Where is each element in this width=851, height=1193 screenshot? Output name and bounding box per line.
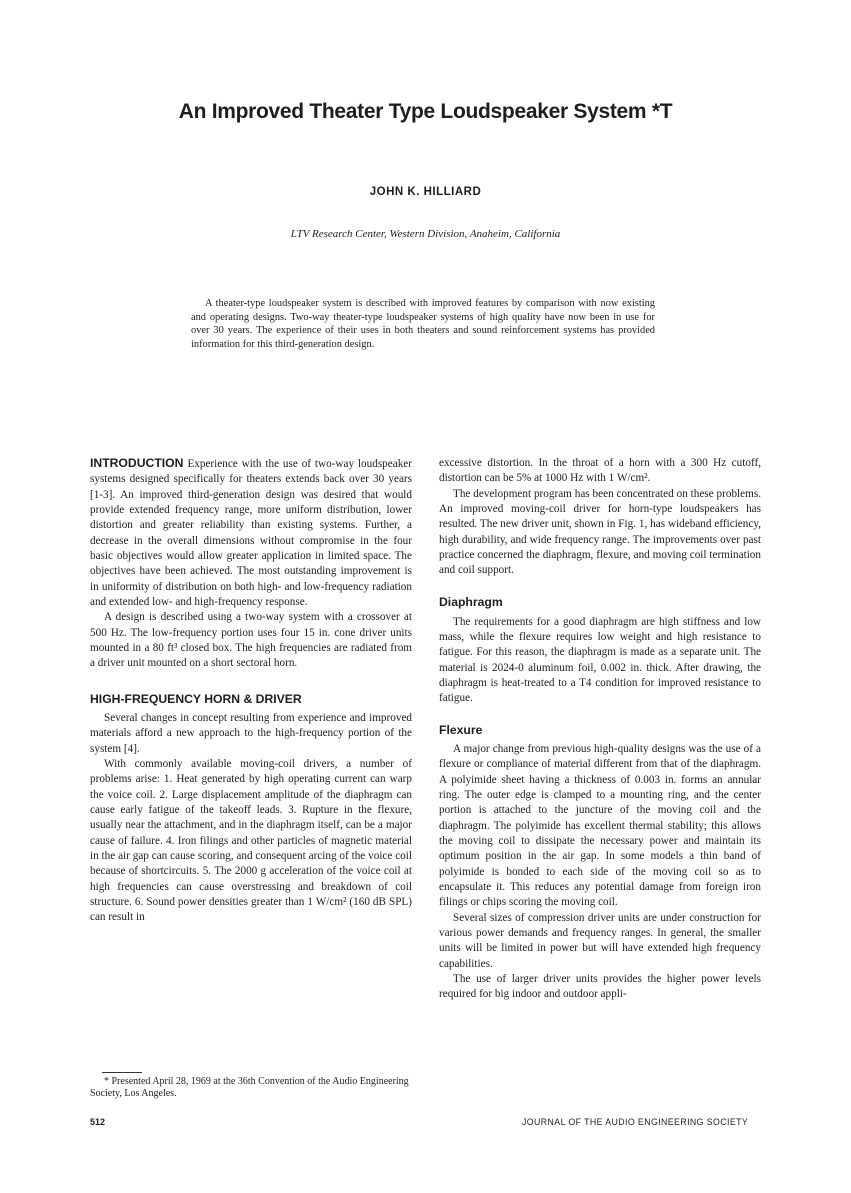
diaphragm-heading: Diaphragm [439,594,503,609]
left-column [90,456,412,926]
intro-paragraph-2: A design is described using a two-way system with a crossover at 500 Hz. The low-frequency portion uses four 15 in. cone driver units mounted in a 80 ft³ closed box. The high frequencies are radiated from a driver unit mounted on a short sectoral horn. [90,611,412,670]
author-affiliation: LTV Research Center, Western Division, Anaheim, California [290,228,561,240]
hf-paragraph-2: With commonly available moving-coil drivers, a number of problems arise: 1. Heat generated by high operating current can warp the voice coil. 2. Large displacement amplitude of the diaphragm can cause early fatigue of the takeoff leads. 3. Rupture in the flexure, usually near the attachment, and in the diaphragm itself, can be a major cause of failure. 4. Iron filings and other particles of magnetic material in the air gap can cause scoring, and consequent arcing of the voice coil because of shortcircuits. 5. The 2000 g acceleration of the voice coil at high frequencies can cause overstressing and breakdown of coil structure. 6. Sound power densities greater than 1 W/cm² (160 dB SPL) can result in [90,757,412,924]
paper-title: An Improved Theater Type Loudspeaker System *T [178,100,673,123]
footnote-rule [102,1072,142,1073]
development-paragraph: The development program has been concentrated on these problems. An improved moving-coil driver for horn-type loudspeakers has resulted. The new driver unit, shown in Fig. 1, has wideband efficiency, high durability, and wide frequency range. The improvements over past practice concerned the diaphragm, flexure, and moving coil termination and coil support. [439,487,761,577]
flexure-paragraph-1: A major change from previous high-quality designs was the use of a flexure or compliance of material different from that of the diaphragm. A polyimide sheet having a thickness of 0.003 in. forms an annular ring. The outer edge is clamped to a mounting ring, and the center portion is attached to the juncture of the moving coil and the diaphragm. The polyimide has excellent thermal stability; this allows the moving coil to dissipate the necessary power and maintain its optimum position in the air gap. In some models a thin band of polyimide is bonded to each side of the moving coil so as to encapsulate it. This reduces any potential damage from foreign iron filings or chips scoring the moving coil. [439,742,761,909]
flexure-paragraph-2: Several sizes of compression driver units are under construction for various power demands and frequency ranges. In general, the smaller units will be limited in power but will have extended high frequency capabilities. [439,911,761,970]
intro-paragraph-1 [90,456,412,610]
right-column [439,456,761,1003]
introduction-heading: INTRODUCTION [90,456,184,470]
flexure-paragraph-3: The use of larger driver units provides the higher power levels required for big indoor and outdoor appli- [439,972,761,1001]
author-name: JOHN K. HILLIARD [369,186,482,198]
intro-paragraph-1-text: Experience with the use of two-way loudspeaker systems designed specifically for theaters extends back over 30 years [1-3]. An improved third-generation design was desired that would provide extended frequency range, more uniform distribution, lower distortion and greater reliability than existing systems. Further, a decrease in the overall dimensions without compromise in the four basic objectives would allow greater application in limited space. The objectives have been achieved. The most outstanding improvement is in uniformity of distribution on both high- and low-frequency radiation and extended low- and high-frequency response. [90,458,412,609]
diaphragm-paragraph: The requirements for a good diaphragm are high stiffness and low mass, while the flexure requires low weight and high resistance to fatigue. For this reason, the diaphragm is made as a separate unit. The material is 2024-0 aluminum foil, 0.002 in. thick. After drawing, the diaphragm is heat-treated to a T4 condition for improved resistance to fatigue. [439,615,761,705]
high-frequency-heading: HIGH-FREQUENCY HORN & DRIVER [90,691,302,706]
journal-name: JOURNAL OF THE AUDIO ENGINEERING SOCIETY [522,1117,749,1127]
hf-paragraph-1: Several changes in concept resulting from experience and improved materials afford a new approach to the high-frequency portion of the system [4]. [90,711,412,755]
page-number: 512 [90,1117,106,1127]
continued-paragraph: excessive distortion. In the throat of a horn with a 300 Hz cutoff, distortion can be 5% at 1000 Hz with 1 W/cm². [439,457,761,485]
flexure-heading: Flexure [439,722,483,737]
abstract: A theater-type loudspeaker system is described with improved features by comparison with now existing and operating designs. Two-way theater-type loudspeaker systems of high quality have now been in use for over 30 years. The experience of their uses in both theaters and sound reinforcement systems has provided information for this third-generation design. [191,298,655,350]
footnote: * Presented April 28, 1969 at the 36th Convention of the Audio Engineering Society, Los Angeles. [90,1076,409,1099]
